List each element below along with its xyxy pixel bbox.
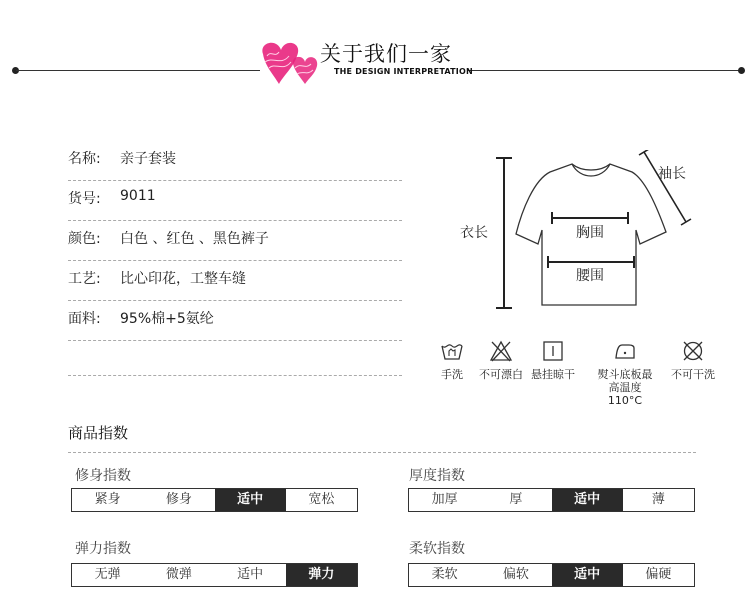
header-title: 关于我们一家 xyxy=(320,42,452,66)
length-label: 衣长 xyxy=(460,225,488,241)
info-row-name xyxy=(68,140,402,181)
index-option: 加厚 xyxy=(431,492,458,507)
index-title-elasticity: 弹力指数 xyxy=(75,541,131,557)
info-value: 亲子套装 xyxy=(120,151,176,167)
header-right-dot xyxy=(738,67,745,74)
info-label: 颜色: xyxy=(68,231,101,247)
index-option: 适中 xyxy=(237,567,264,582)
index-title-thickness: 厚度指数 xyxy=(409,468,465,484)
info-value: 白色 、红色 、黑色裤子 xyxy=(120,231,269,247)
info-label: 货号: xyxy=(68,191,101,207)
care-label: 不可干洗 xyxy=(671,368,715,381)
index-bar-fit xyxy=(71,488,358,512)
index-option: 无弹 xyxy=(94,567,121,582)
index-option: 偏软 xyxy=(502,567,529,582)
care-hang-dry xyxy=(523,340,583,381)
info-label: 面料: xyxy=(68,311,101,327)
sleeve-label: 袖长 xyxy=(658,166,686,182)
index-option: 厚 xyxy=(509,492,523,507)
index-option: 宽松 xyxy=(308,492,335,507)
info-value: 比心印花，工整车缝 xyxy=(120,271,246,287)
index-option: 偏硬 xyxy=(645,567,672,582)
index-option-selected: 弹力 xyxy=(286,564,357,586)
iron-icon xyxy=(585,340,665,362)
hang-dry-icon xyxy=(523,340,583,362)
waist-label: 腰围 xyxy=(576,268,604,284)
info-label: 工艺: xyxy=(68,271,101,287)
header-left-line xyxy=(16,70,260,71)
info-row-color xyxy=(68,220,402,261)
index-option: 微弹 xyxy=(165,567,192,582)
care-label: 熨斗底板最高温度110°C xyxy=(597,368,653,407)
index-title-softness: 柔软指数 xyxy=(409,541,465,557)
index-section-title: 商品指数 xyxy=(68,424,129,442)
index-divider xyxy=(68,452,696,453)
no-bleach-icon xyxy=(471,340,531,362)
info-row-craft xyxy=(68,260,402,301)
index-option-selected: 适中 xyxy=(552,489,623,511)
info-row-sku xyxy=(68,180,402,221)
care-no-dry-clean xyxy=(663,340,723,381)
heart-scribble-icon xyxy=(255,36,325,96)
index-option: 紧身 xyxy=(94,492,121,507)
no-dry-clean-icon xyxy=(663,340,723,362)
header-subtitle: THE DESIGN INTERPRETATION xyxy=(334,67,473,76)
index-bar-elasticity xyxy=(71,563,358,587)
info-value: 9011 xyxy=(120,188,156,204)
chest-label: 胸围 xyxy=(576,225,604,241)
index-option-selected: 适中 xyxy=(552,564,623,586)
care-iron xyxy=(585,340,665,407)
index-option: 修身 xyxy=(165,492,192,507)
index-bar-softness xyxy=(408,563,695,587)
care-no-bleach xyxy=(471,340,531,381)
care-label: 不可漂白 xyxy=(479,368,523,381)
care-label: 手洗 xyxy=(441,368,463,381)
index-option-selected: 适中 xyxy=(215,489,286,511)
index-bar-thickness xyxy=(408,488,695,512)
care-label: 悬挂晾干 xyxy=(531,368,575,381)
header-right-line xyxy=(468,70,740,71)
index-option: 柔软 xyxy=(431,567,458,582)
info-label: 名称: xyxy=(68,151,101,167)
index-option: 薄 xyxy=(651,492,665,507)
index-title-fit: 修身指数 xyxy=(75,468,131,484)
info-row-empty xyxy=(68,335,402,376)
info-value: 95%棉+5氨纶 xyxy=(120,311,214,327)
